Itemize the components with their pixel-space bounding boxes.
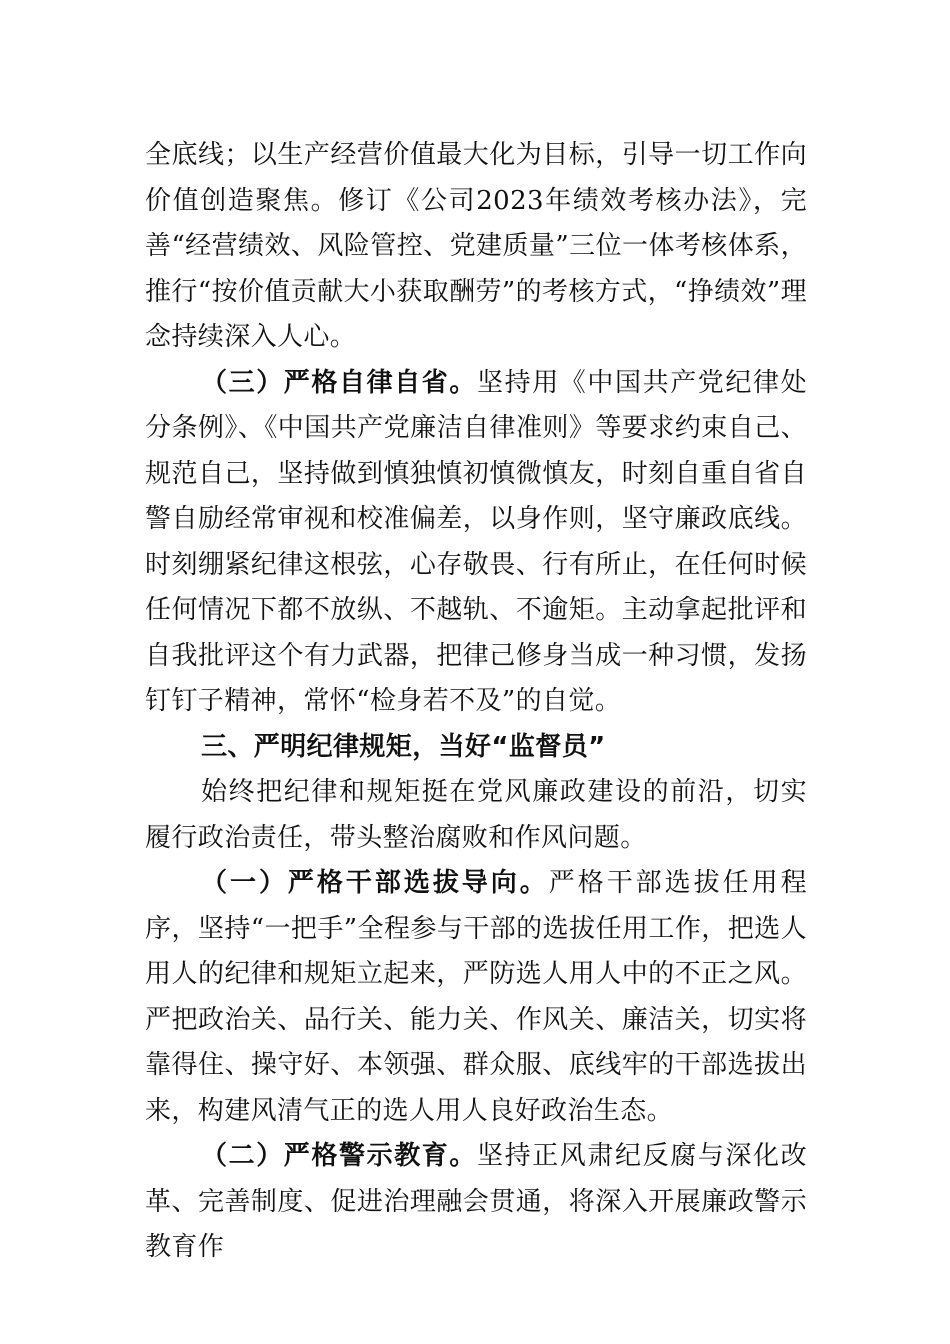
paragraph-warning-education [145,1134,807,1271]
paragraph-section-intro: 始终把纪律和规矩挺在党风廉政建设的前沿，切实履行政治责任，带头整治腐败和作风问题。 [145,777,807,853]
document-body [145,133,807,1271]
section-heading: 三、严明纪律规矩，当好“监督员” [201,731,606,762]
paragraph-lead: （三）严格自律自省。 [201,367,477,398]
paragraph-lead: （一）严格干部选拔导向。 [201,868,549,898]
paragraph-lead: （二）严格警示教育。 [201,1141,477,1171]
paragraph-body: 坚持正风肃纪反腐与深化改革、完善制度、促进治理融会贯通，将深入开展廉政警示教育作 [145,1141,807,1262]
paragraph-continuation: 全底线；以生产经营价值最大化为目标，引导一切工作向价值创造聚焦。修订《公司2023年绩效考核办法》，完善“经营绩效、风险管控、党建质量”三位一体考核体系，推行“按价值贡献大小获取酬劳”的考核方式，“挣绩效”理念持续深入人心。 [145,140,807,352]
paragraph-body: 严格干部选拔任用程序，坚持“一把手”全程参与干部的选拔任用工作，把选人用人的纪律和规矩立起来，严防选人用人中的不正之风。严把政治关、品行关、能力关、作风关、廉洁关，切实将靠得住、操守好、本领强、群众服、底线牢的干部选拔出来，构建风清气正的选人用人良好政治生态。 [145,868,807,1126]
paragraph-cadre-selection [145,861,807,1134]
paragraph-body: 坚持用《中国共产党纪律处分条例》、《中国共产党廉洁自律准则》等要求约束自己、规范自己，坚持做到慎独慎初慎微慎友，时刻自重自省自警自励经常审视和校准偏差，以身作则，坚守廉政底线。时刻绷紧纪律这根弦，心存敬畏、行有所止，在任何时候任何情况下都不放纵、不越轨、不逾矩。主动拿起批评和自我批评这个有力武器，把律己修身当成一种习惯，发扬钉钉子精神，常怀“检身若不及”的自觉。 [145,367,807,716]
paragraph-strict-self-discipline [145,361,807,725]
